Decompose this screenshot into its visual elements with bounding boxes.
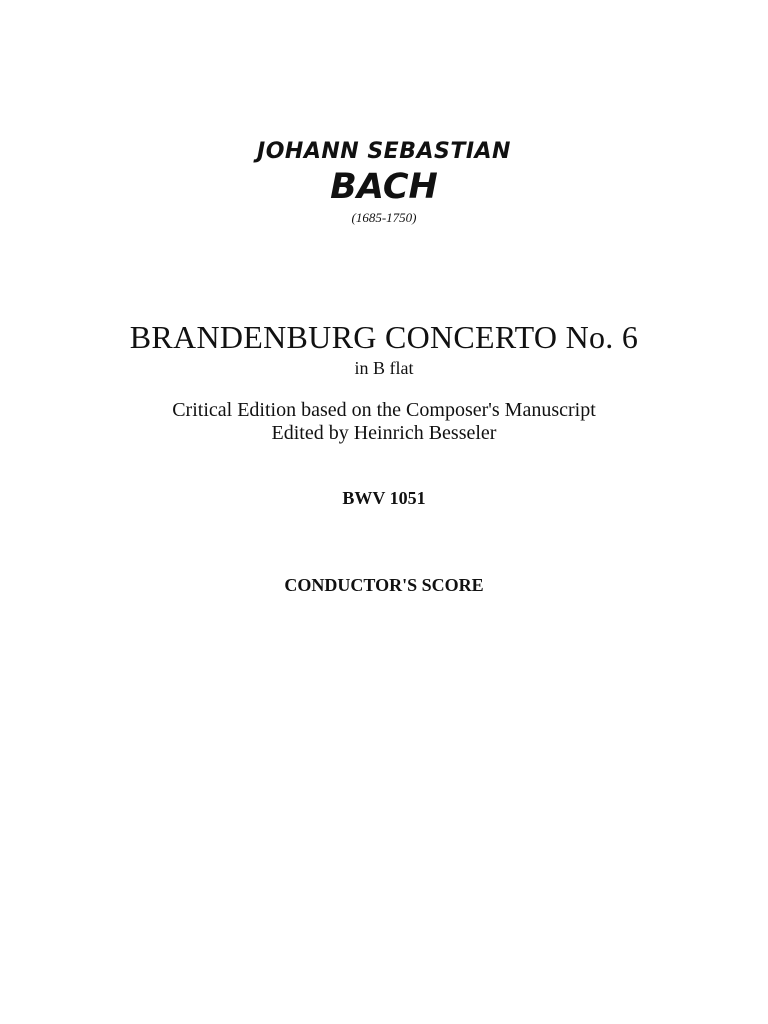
composer-dates: (1685-1750)	[351, 210, 417, 225]
editor-credit: Edited by Heinrich Besseler	[271, 422, 497, 444]
composer-surname: BACH	[330, 167, 438, 207]
work-key: in B flat	[354, 358, 414, 378]
composer-first-names: JOHANN SEBASTIAN	[257, 139, 511, 164]
catalog-number: BWV 1051	[342, 488, 426, 508]
score-type: CONDUCTOR'S SCORE	[284, 575, 484, 595]
edition-note: Critical Edition based on the Composer's Manuscript	[172, 399, 596, 421]
work-title: BRANDENBURG CONCERTO No. 6	[129, 319, 639, 355]
